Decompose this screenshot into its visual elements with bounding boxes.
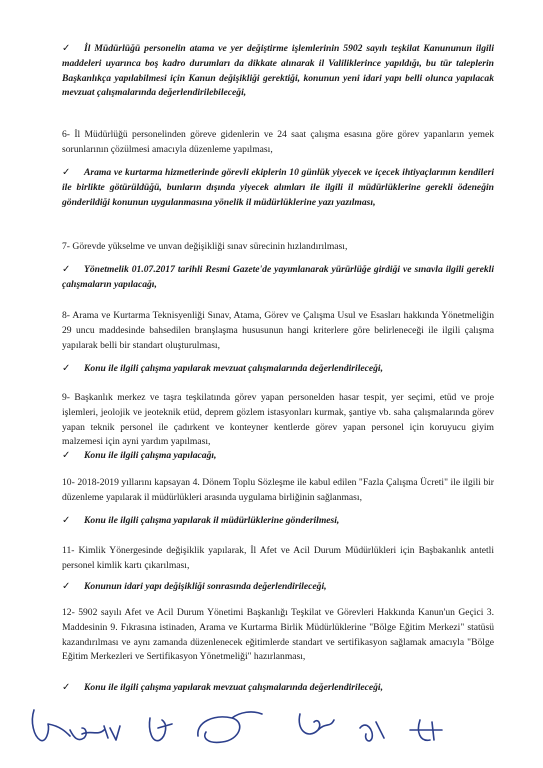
decision-text: Konunun idari yapı değişikliği sonrasında değerlendirileceği, xyxy=(84,581,327,592)
decision-text: Konu ile ilgili çalışma yapılarak mevzuat çalışmalarında değerlendirileceği, xyxy=(84,682,383,693)
decision-text: Arama ve kurtarma hizmetlerinde görevli ekiplerin 10 günlük yiyecek ve içecek ihtiyaçlarının kendileri ile birlikte götürüldüğü, bunların dışında yiyecek alımları ile ilgili il müdürlüklerine gerekli ödeneğin gönderildiği konunun uygulanmasına yönelik il müdürlüklerine yazı yazılması, xyxy=(62,167,494,208)
signature-5 xyxy=(299,714,334,734)
decision-paragraph xyxy=(62,449,494,464)
item-text: 11- Kimlik Yönergesinde değişiklik yapılarak, İl Afet ve Acil Durum Müdürlükleri için Başbakanlık antetli personel kimlik kartı çıkarılması, xyxy=(62,545,494,571)
item-text: 10- 2018-2019 yıllarını kapsayan 4. Dönem Toplu Sözleşme ile kabul edilen "Fazla Çalışma Ücreti" ile ilgili bir düzenleme yapılarak il müdürlükleri arasında uygulama birliğinin sağlanması, xyxy=(62,477,494,503)
item-paragraph xyxy=(62,606,494,665)
item-paragraph xyxy=(62,391,494,450)
signature-2 xyxy=(82,726,120,740)
checkmark-icon: ✓ xyxy=(62,682,71,693)
signature-1 xyxy=(32,710,86,741)
item-text: 6- İl Müdürlüğü personelinden göreve gidenlerin ve 24 saat çalışma esasına göre görev yapanların yemek sorunlarının çözülmesi amacıyla düzenleme yapılması, xyxy=(62,129,494,155)
checkmark-icon: ✓ xyxy=(62,581,71,592)
item-text: 9- Başkanlık merkez ve taşra teşkilatında görev yapan personelden hasar tespit, yer seçimi, etüd ve proje işlemleri, jeolojik ve jeoteknik etüd, deprem gözlem istasyonları kurmak, şantiye vb. saha çalışmalarında görev yapan teknik personel ile çadırkent ve konteyner kentlerde görev yapan personel için koruyucu giyim malzemesi için ayni yardım yapılması, xyxy=(62,392,494,448)
decision-paragraph xyxy=(62,362,494,377)
item-text: 8- Arama ve Kurtarma Teknisyenliği Sınav, Atama, Görev ve Çalışma Usul ve Esasları hakkında Yönetmeliğin 29 uncu maddesinde bahsedilen branşlaşma hususunun hangi kriterlere göre belirleneceği ile ilgili çalışma yapılarak belli bir standart oluşturulması, xyxy=(62,310,494,351)
decision-text: Konu ile ilgili çalışma yapılarak il müdürlüklerine gönderilmesi, xyxy=(84,515,340,526)
item-paragraph xyxy=(62,128,494,158)
signatures-area xyxy=(0,700,543,768)
decision-paragraph xyxy=(62,263,494,293)
item-paragraph xyxy=(62,309,494,353)
decision-paragraph xyxy=(62,580,494,595)
decision-paragraph xyxy=(62,514,494,529)
item-text: 7- Görevde yükselme ve unvan değişikliği sınav sürecinin hızlandırılması, xyxy=(62,241,348,252)
decision-paragraph xyxy=(62,42,494,101)
signature-3 xyxy=(149,718,172,741)
checkmark-icon: ✓ xyxy=(62,450,71,461)
checkmark-icon: ✓ xyxy=(62,264,71,275)
decision-paragraph xyxy=(62,166,494,210)
decision-text: Yönetmelik 01.07.2017 tarihli Resmi Gazete'de yayımlanarak yürürlüğe girdiği ve sınavla ilgili gerekli çalışmaların yapılacağı, xyxy=(62,264,494,290)
decision-text: Konu ile ilgili çalışma yapılacağı, xyxy=(84,450,217,461)
checkmark-icon: ✓ xyxy=(62,363,71,374)
item-text: 12- 5902 sayılı Afet ve Acil Durum Yönetimi Başkanlığı Teşkilat ve Görevleri Hakkında Kanun'un Geçici 3. Maddesinin 9. Fıkrasına istinaden, Arama ve Kurtarma Birlik Müdürlüklerine "Bölge Eğitim Merkezi" statüsü kazandırılması ve aynı zamanda düzenlenecek eğitimlerde standart ve sertifikasyon sağlamak amacıyla "Bölge Eğitim Merkezleri ve Sertifikasyon Yönetmeliği" hazırlanması, xyxy=(62,607,494,663)
item-paragraph xyxy=(62,544,494,574)
item-paragraph xyxy=(62,240,494,255)
signature-6 xyxy=(360,722,384,741)
decision-paragraph xyxy=(62,681,494,696)
item-paragraph xyxy=(62,476,494,506)
signature-4 xyxy=(198,712,262,742)
checkmark-icon: ✓ xyxy=(62,515,71,526)
signature-7 xyxy=(410,720,442,740)
decision-text: İl Müdürlüğü personelin atama ve yer değiştirme işlemlerinin 5902 sayılı teşkilat Kanununun ilgili maddeleri uyarınca boş kadro durumları da dikkate alınarak il Valiliklerince yapıldığı, bu tür taleplerin Başkanlıkça yapılabilmesi için Kanun değişikliği gerektiği, konunun yeni idari yapı belli olunca yapılacak mevzuat çalışmalarında değerlendirilebileceği, xyxy=(62,43,494,99)
decision-text: Konu ile ilgili çalışma yapılarak mevzuat çalışmalarında değerlendirileceği, xyxy=(84,363,383,374)
checkmark-icon: ✓ xyxy=(62,167,71,178)
checkmark-icon: ✓ xyxy=(62,43,71,54)
